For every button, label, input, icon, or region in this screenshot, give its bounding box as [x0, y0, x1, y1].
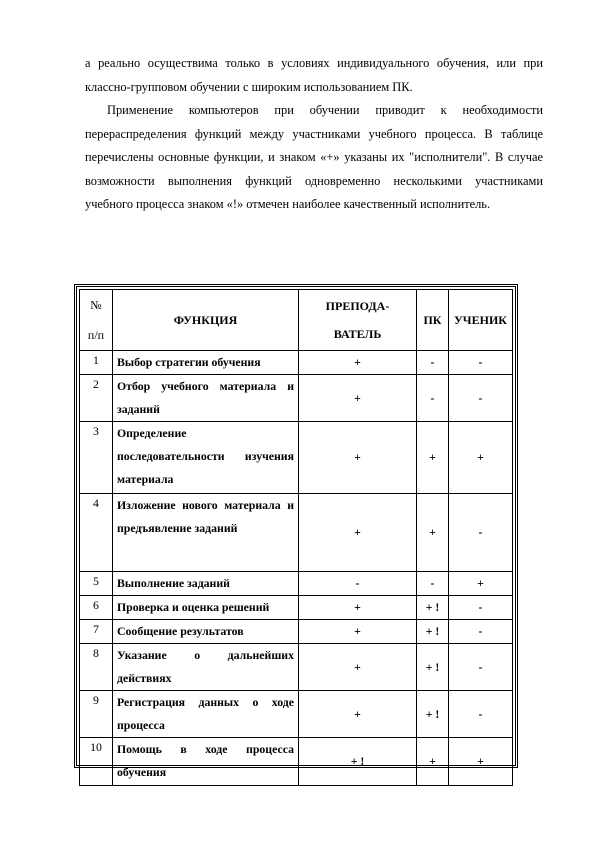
row-student-mark: +: [449, 572, 513, 596]
row-teacher-mark: +: [299, 375, 417, 422]
row-function: Изложение нового материала и предъявление заданий: [113, 494, 299, 572]
table-body: [80, 351, 513, 786]
row-function: Регистрация данных о ходе процесса: [113, 691, 299, 738]
row-pc-mark: -: [417, 351, 449, 375]
row-teacher-mark: +: [299, 644, 417, 691]
row-pc-mark: +: [417, 738, 449, 786]
row-pc-mark: +: [417, 422, 449, 494]
header-teacher-line1: ПРЕПОДА-: [325, 299, 390, 313]
row-function: Выбор стратегии обучения: [113, 351, 299, 375]
functions-table-frame: [74, 284, 518, 779]
row-number: 5: [80, 572, 113, 596]
row-teacher-mark: +: [299, 691, 417, 738]
table-row: [80, 422, 513, 494]
row-teacher-mark: +: [299, 494, 417, 572]
table-header-row: [80, 290, 513, 351]
row-number: 3: [80, 422, 113, 494]
row-pc-mark: -: [417, 572, 449, 596]
row-function: Проверка и оценка решений: [113, 596, 299, 620]
row-student-mark: -: [449, 375, 513, 422]
table-row: [80, 596, 513, 620]
table-row: [80, 351, 513, 375]
row-function: Сообщение результатов: [113, 620, 299, 644]
header-function: ФУНКЦИЯ: [113, 290, 299, 351]
functions-table: [79, 289, 513, 786]
row-number: 10: [80, 738, 113, 786]
row-pc-mark: + !: [417, 691, 449, 738]
row-teacher-mark: -: [299, 572, 417, 596]
header-number-symbol: №: [90, 298, 102, 312]
row-student-mark: -: [449, 596, 513, 620]
table-row: [80, 738, 513, 786]
paragraph-continuation: а реально осуществима только в условиях индивидуального обучения, или при классно-групповом обучении с широким использованием ПК.: [85, 56, 543, 94]
row-teacher-mark: +: [299, 422, 417, 494]
row-teacher-mark: +: [299, 620, 417, 644]
row-teacher-mark: + !: [299, 738, 417, 786]
row-student-mark: -: [449, 691, 513, 738]
header-number: [80, 290, 113, 351]
table-row: [80, 572, 513, 596]
header-teacher: [299, 290, 417, 351]
header-number-abbr: п/п: [87, 328, 105, 342]
row-function: Помощь в ходе процесса обучения: [113, 738, 299, 786]
row-number: 8: [80, 644, 113, 691]
row-number: 7: [80, 620, 113, 644]
row-function: Отбор учебного материала и заданий: [113, 375, 299, 422]
header-teacher-line2: ВАТЕЛЬ: [333, 327, 382, 341]
table-row: [80, 691, 513, 738]
row-student-mark: -: [449, 351, 513, 375]
row-pc-mark: +: [417, 494, 449, 572]
row-pc-mark: + !: [417, 620, 449, 644]
row-student-mark: +: [449, 422, 513, 494]
row-student-mark: +: [449, 738, 513, 786]
row-teacher-mark: +: [299, 596, 417, 620]
row-student-mark: -: [449, 644, 513, 691]
table-row: [80, 375, 513, 422]
row-student-mark: -: [449, 494, 513, 572]
row-function: Выполнение заданий: [113, 572, 299, 596]
header-pc: ПК: [417, 290, 449, 351]
row-pc-mark: -: [417, 375, 449, 422]
table-row: [80, 494, 513, 572]
table-row: [80, 644, 513, 691]
row-student-mark: -: [449, 620, 513, 644]
row-number: 1: [80, 351, 113, 375]
row-teacher-mark: +: [299, 351, 417, 375]
row-number: 4: [80, 494, 113, 572]
row-function: Определение последовательности изучения материала: [113, 422, 299, 494]
paragraph-intro: Применение компьютеров при обучении приводит к необходимости перераспределения функций между участниками учебного процесса. В таблице перечислены основные функции, и знаком «+» указаны их "исполнители". В случае возможности выполнения функций одновременно несколькими участниками учебного процесса знаком «!» отмечен наиболее качественный исполнитель.: [85, 103, 543, 211]
row-function: Указание о дальнейших действиях: [113, 644, 299, 691]
row-number: 2: [80, 375, 113, 422]
row-number: 6: [80, 596, 113, 620]
row-number: 9: [80, 691, 113, 738]
row-pc-mark: + !: [417, 596, 449, 620]
table-row: [80, 620, 513, 644]
header-student: УЧЕНИК: [449, 290, 513, 351]
row-pc-mark: + !: [417, 644, 449, 691]
